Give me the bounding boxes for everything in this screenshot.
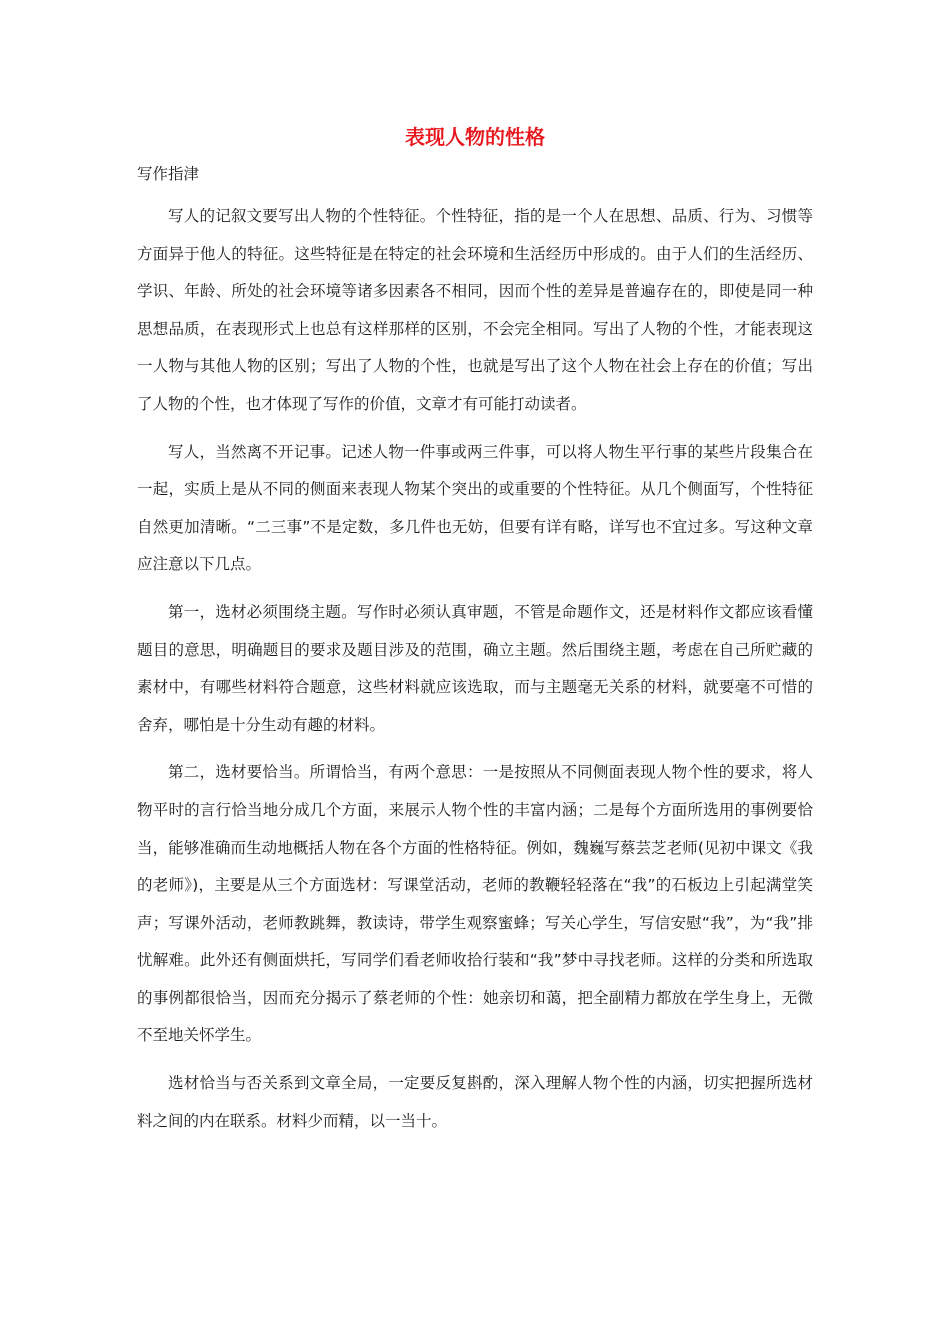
document-body bbox=[137, 160, 813, 1140]
paragraph-1: 写人的记叙文要写出人物的个性特征。个性特征，指的是一个人在思想、品质、行为、习惯等方面异于他人的特征。这些特征是在特定的社会环境和生活经历中形成的。由于人们的生活经历、学识、年龄、所处的社会环境等诸多因素各不相同，因而个性的差异是普遍存在的，即使是同一种思想品质，在表现形式上也总有这样那样的区别，不会完全相同。写出了人物的个性，才能表现这一人物与其他人物的区别；写出了人物的个性，也就是写出了这个人物在社会上存在的价值；写出了人物的个性，也才体现了写作的价值，文章才有可能打动读者。 bbox=[137, 207, 813, 413]
paragraph-4: 第二，选材要恰当。所谓恰当，有两个意思：一是按照从不同侧面表现人物个性的要求，将人物平时的言行恰当地分成几个方面，来展示人物个性的丰富内涵；二是每个方面所选用的事例要恰当，能够准确而生动地概括人物在各个方面的性格特征。例如，魏巍写蔡芸芝老师(见初中课文《我的老师》)，主要是从三个方面选材：写课堂活动，老师的教鞭轻轻落在“我”的石板边上引起满堂笑声；写课外活动，老师教跳舞，教读诗，带学生观察蜜蜂；写关心学生，写信安慰“我”，为“我”排忧解难。此外还有侧面烘托，写同学们看老师收拾行装和“我”梦中寻找老师。这样的分类和所选取的事例都很恰当，因而充分揭示了蔡老师的个性：她亲切和蔼，把全副精力都放在学生身上，无微不至地关怀学生。 bbox=[137, 763, 813, 1045]
paragraph-5: 选材恰当与否关系到文章全局，一定要反复斟酌，深入理解人物个性的内涵，切实把握所选材料之间的内在联系。材料少而精，以一当十。 bbox=[137, 1074, 813, 1130]
paragraph-2: 写人，当然离不开记事。记述人物一件事或两三件事，可以将人物生平行事的某些片段集合在一起，实质上是从不同的侧面来表现人物某个突出的或重要的个性特征。从几个侧面写，个性特征自然更加清晰。“二三事”不是定数，多几件也无妨，但要有详有略，详写也不宜过多。写这种文章应注意以下几点。 bbox=[137, 442, 813, 574]
page-title: 表现人物的性格 bbox=[405, 125, 545, 149]
paragraph-3: 第一，选材必须围绕主题。写作时必须认真审题，不管是命题作文，还是材料作文都应该看懂题目的意思，明确题目的要求及题目涉及的范围，确立主题。然后围绕主题，考虑在自己所贮藏的素材中，有哪些材料符合题意，这些材料就应该选取，而与主题毫无关系的材料，就要毫不可惜的舍弃，哪怕是十分生动有趣的材料。 bbox=[137, 602, 813, 734]
section-label: 写作指津 bbox=[137, 165, 200, 183]
